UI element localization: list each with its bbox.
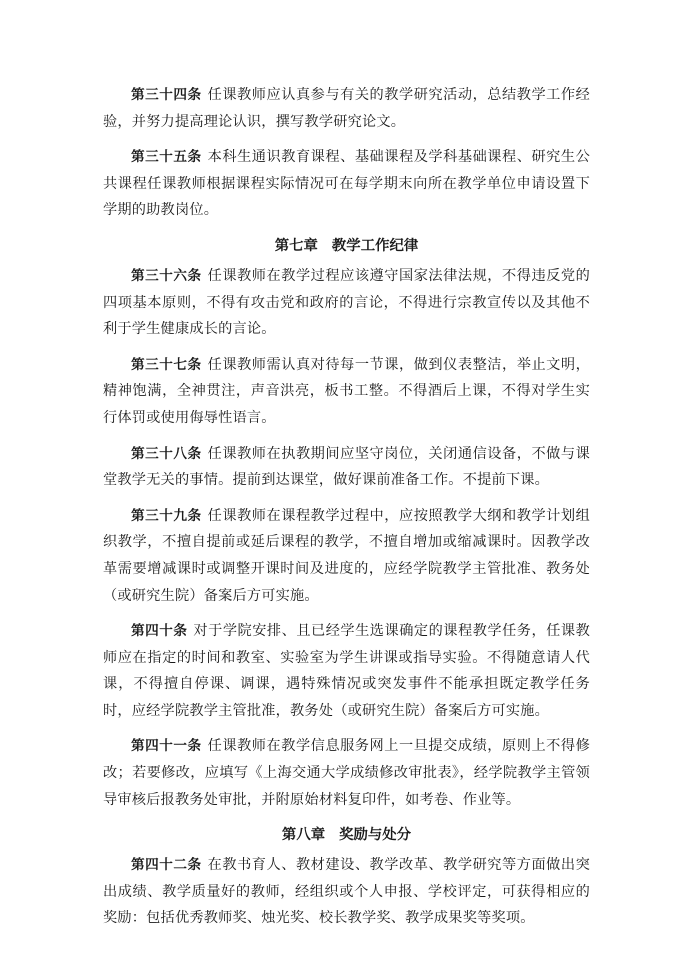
article-text: 在教书育人、教材建设、教学改革、教学研究等方面做出突出成绩、教学质量好的教师，经组织或个人申报、学校评定，可获得相应的奖励：包括优秀教师奖、烛光奖、校长教学奖、教学成果奖等奖项。 bbox=[103, 857, 591, 927]
article-number: 第四十二条 bbox=[131, 857, 202, 874]
article-34 bbox=[103, 82, 590, 135]
article-40 bbox=[103, 618, 590, 724]
chapter-number: 第七章 bbox=[274, 237, 318, 254]
article-41 bbox=[103, 733, 590, 813]
article-number: 第三十六条 bbox=[131, 267, 202, 284]
article-number: 第三十四条 bbox=[131, 87, 202, 103]
article-38 bbox=[103, 441, 590, 494]
chapter-8-heading bbox=[103, 822, 590, 848]
article-number: 第三十九条 bbox=[131, 507, 202, 524]
article-text: 任课教师在课程教学过程中，应按照教学大纲和教学计划组织教学，不擅自提前或延后课程的教学，不擅自增加或缩减课时。因教学改革需要增减课时或调整开课时间及进度的，应经学院教学主管批准、教务处（或研究生院）备案后方可实施。 bbox=[103, 507, 591, 604]
chapter-title: 教学工作纪律 bbox=[331, 237, 419, 254]
article-text: 任课教师需认真对待每一节课，做到仪表整洁，举止文明，精神饱满，全神贯注，声音洪亮，板书工整。不得酒后上课，不得对学生实行体罚或使用侮辱性语言。 bbox=[103, 356, 591, 426]
article-39 bbox=[103, 503, 590, 609]
article-35 bbox=[103, 144, 590, 224]
article-36 bbox=[103, 263, 590, 343]
chapter-number: 第八章 bbox=[281, 827, 326, 844]
article-42 bbox=[103, 852, 590, 932]
article-number: 第三十八条 bbox=[131, 445, 202, 462]
article-text: 任课教师在执教期间应坚守岗位，关闭通信设备，不做与课堂教学无关的事情。提前到达课堂，做好课前准备工作。不提前下课。 bbox=[103, 445, 591, 489]
article-text: 任课教师在教学过程应该遵守国家法律法规，不得违反党的四项基本原则，不得有攻击党和政府的言论，不得进行宗教宣传以及其他不利于学生健康成长的言论。 bbox=[103, 267, 591, 338]
document-body bbox=[103, 82, 590, 941]
article-number: 第三十五条 bbox=[131, 149, 202, 166]
article-number: 第四十一条 bbox=[131, 738, 202, 755]
article-37 bbox=[103, 352, 590, 432]
article-number: 第三十七条 bbox=[131, 356, 202, 373]
article-text: 任课教师应认真参与有关的教学研究活动，总结教学工作经验，并努力提高理论认识，撰写教学研究论文。 bbox=[103, 87, 591, 130]
article-number: 第四十条 bbox=[131, 623, 188, 640]
article-text: 任课教师在教学信息服务网上一旦提交成绩，原则上不得修改；若要修改，应填写《上海交通大学成绩修改审批表》，经学院教学主管领导审核后报教务处审批，并附原始材料复印件，如考卷、作业等。 bbox=[103, 738, 591, 808]
article-text: 对于学院安排、且已经学生选课确定的课程教学任务，任课教师应在指定的时间和教室、实验室为学生讲课或指导实验。不得随意请人代课，不得擅自停课、调课，遇特殊情况或突发事件不能承担既定教学任务时，应经学院教学主管批准，教务处（或研究生院）备案后方可实施。 bbox=[103, 623, 590, 719]
chapter-7-heading bbox=[103, 233, 590, 259]
chapter-title: 奖励与处分 bbox=[339, 827, 412, 844]
article-text: 本科生通识教育课程、基础课程及学科基础课程、研究生公共课程任课教师根据课程实际情况可在每学期末向所在教学单位申请设置下学期的助教岗位。 bbox=[103, 149, 591, 219]
